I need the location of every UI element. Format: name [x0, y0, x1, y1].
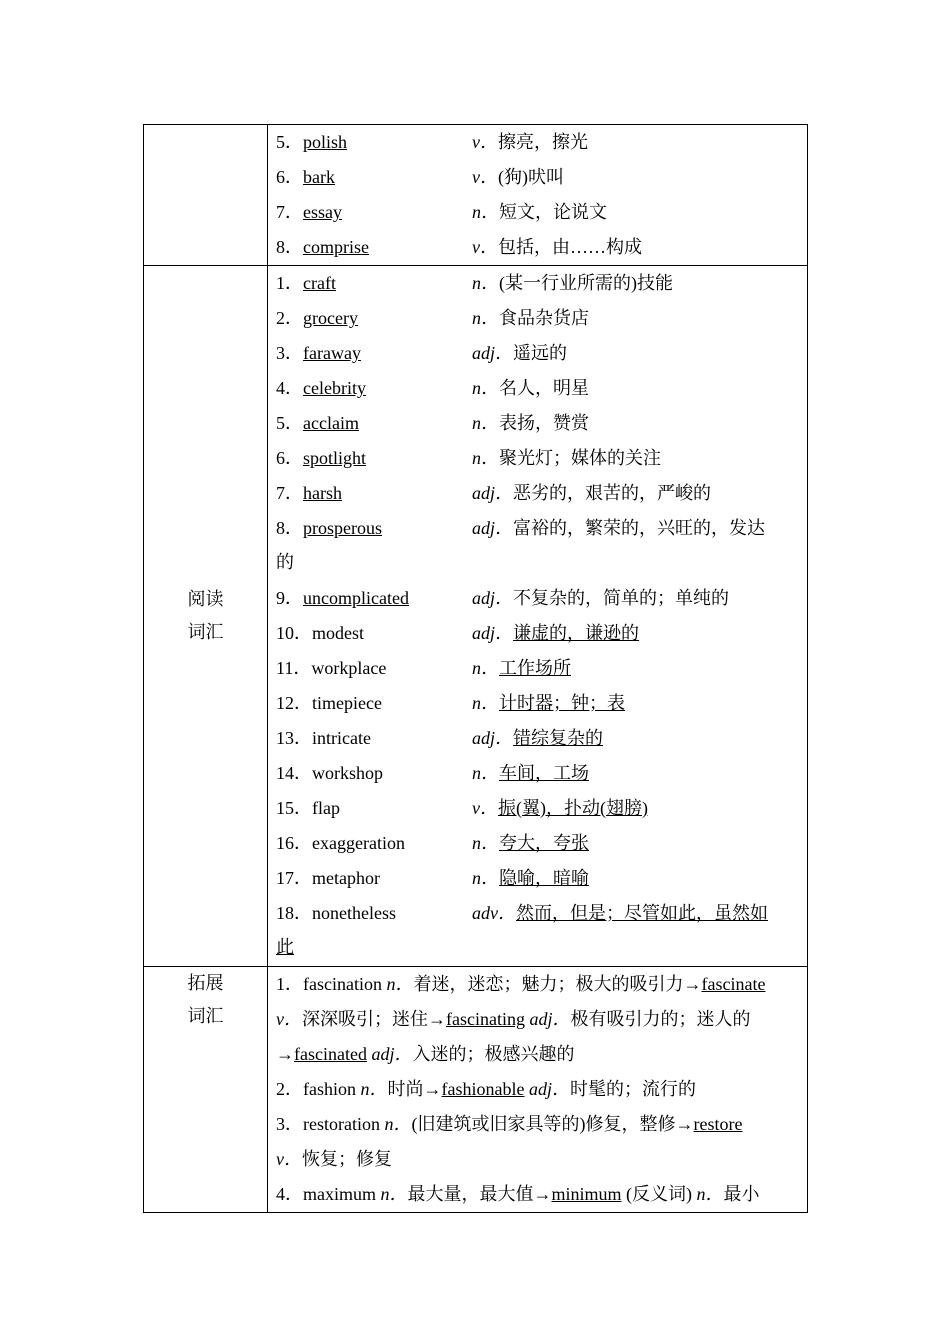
item-number: 4． [276, 378, 303, 398]
item-pos: v． [472, 167, 498, 187]
item-definition: 谦虚的，谦逊的 [513, 623, 640, 643]
item-pos: n． [472, 658, 499, 678]
item-number: 8． [276, 518, 303, 538]
item-word: timepiece [312, 693, 382, 713]
item-number: 3． [276, 1114, 303, 1134]
item-definition: 极有吸引力的；迷人的 [570, 1009, 751, 1029]
list-item [276, 791, 807, 826]
item-number: 12． [276, 693, 312, 713]
list-item [276, 406, 807, 441]
item-definition: 工作场所 [499, 658, 571, 678]
item-number: 1． [276, 974, 303, 994]
item-definition: 时髦的；流行的 [569, 1079, 696, 1099]
item-word: metaphor [312, 868, 380, 888]
item-pos: n． [472, 413, 499, 433]
item-definition: 入迷的；极感兴趣的 [412, 1044, 575, 1064]
item-definition: 短文，论说文 [499, 202, 607, 222]
item-derived-word: restore [693, 1114, 743, 1134]
list-item [276, 861, 807, 896]
item-number: 18． [276, 903, 312, 923]
item-word: spotlight [303, 448, 367, 468]
category-label-line2: 词汇 [187, 1006, 224, 1026]
item-definition: 恶劣的，艰苦的，严峻的 [513, 483, 712, 503]
item-word: intricate [312, 728, 371, 748]
item-pos: adj． [472, 588, 514, 608]
list-item [276, 826, 807, 861]
item-word: uncomplicated [303, 588, 409, 608]
item-number: 3． [276, 343, 303, 363]
section2-body [268, 266, 808, 967]
item-definition: 着迷，迷恋；魅力；极大的吸引力→ [413, 974, 702, 994]
list-item [276, 896, 807, 931]
item-definition: 不复杂的，简单的；单纯的 [513, 588, 730, 608]
item-word: acclaim [303, 413, 359, 433]
item-number: 10． [276, 623, 312, 643]
item-pos: n． [472, 273, 499, 293]
item-definition: 时尚→ [387, 1079, 442, 1099]
item-word: comprise [303, 237, 369, 257]
item-definition: 夸大，夸张 [499, 833, 589, 853]
section-row-reading [144, 266, 808, 967]
item-number: 5． [276, 132, 303, 152]
item-number: 6． [276, 448, 303, 468]
item-definition: 表扬，赞赏 [499, 413, 589, 433]
item-word: essay [303, 202, 342, 222]
category-cell-reading [144, 266, 268, 967]
item-number: 1． [276, 273, 303, 293]
item-derived-word: fascinate [701, 974, 766, 994]
item-definition: 振(翼)，扑动(翅膀) [498, 798, 648, 818]
item-pos: n． [472, 693, 499, 713]
item-pos: n． [472, 448, 499, 468]
item-definition-continued: 此 [276, 937, 294, 957]
list-item [276, 301, 807, 336]
list-item [276, 581, 807, 616]
item-pos: n． [472, 308, 499, 328]
extension-item-4 [276, 1177, 807, 1212]
item-word: flap [312, 798, 340, 818]
item-number: 7． [276, 202, 303, 222]
item-pos: adv． [472, 903, 516, 923]
extension-item-3-line1 [276, 1107, 807, 1142]
item-number: 15． [276, 798, 312, 818]
list-item [276, 511, 807, 546]
item-word: prosperous [303, 518, 382, 538]
item-definition: 擦亮，擦光 [498, 132, 588, 152]
list-item [276, 721, 807, 756]
item-definition: 车间，工场 [499, 763, 589, 783]
extension-item-1-line3 [276, 1037, 807, 1072]
list-item [276, 230, 807, 265]
item-pos: adj． [529, 1009, 571, 1029]
item-derived-word: fashionable [441, 1079, 525, 1099]
list-item [276, 756, 807, 791]
item-word: harsh [303, 483, 342, 503]
item-definition: 隐喻，暗喻 [499, 868, 589, 888]
item-number: 6． [276, 167, 303, 187]
item-pos: v． [276, 1009, 302, 1029]
category-label-line1: 阅读 [187, 589, 224, 609]
item-number: 13． [276, 728, 312, 748]
item-pos: n． [472, 833, 499, 853]
item-word: polish [303, 132, 348, 152]
item-definition: 然而，但是；尽管如此，虽然如 [516, 903, 768, 923]
item-pos: adj． [472, 483, 514, 503]
item-derived-word: fascinated [294, 1044, 367, 1064]
category-cell-extension [144, 967, 268, 1213]
item-pos: adj． [472, 623, 514, 643]
item-word: grocery [303, 308, 358, 328]
item-definition: (某一行业所需的)技能 [499, 273, 673, 293]
category-label-line2: 词汇 [187, 622, 224, 642]
item-definition: (狗)吠叫 [498, 167, 564, 187]
item-number: 17． [276, 868, 312, 888]
item-word: celebrity [303, 378, 366, 398]
item-word: restoration [303, 1114, 380, 1134]
item-pos: v． [472, 237, 498, 257]
item-definition: 错综复杂的 [513, 728, 604, 748]
list-item [276, 441, 807, 476]
arrow: → [276, 1044, 294, 1064]
category-label-line1: 拓展 [187, 973, 224, 993]
list-item [276, 651, 807, 686]
item-pos: adj． [472, 518, 514, 538]
list-item-continuation [276, 931, 807, 966]
list-item [276, 616, 807, 651]
item-word: craft [303, 273, 336, 293]
item-pos: n． [472, 202, 499, 222]
item-pos: n． [384, 1114, 412, 1134]
item-word: modest [312, 623, 364, 643]
item-definition: (旧建筑或旧家具等的)修复，整修→ [411, 1114, 694, 1134]
list-item [276, 160, 807, 195]
item-definition: 聚光灯；媒体的关注 [499, 448, 661, 468]
item-definition: 最小 [723, 1184, 760, 1204]
list-item [276, 266, 807, 301]
item-word: workshop [312, 763, 383, 783]
list-item [276, 195, 807, 230]
section-row-continued [144, 125, 808, 266]
section3-body [268, 967, 808, 1213]
extension-item-3-line2 [276, 1142, 807, 1177]
item-definition: 恢复；修复 [302, 1149, 392, 1169]
item-pos: adj． [472, 343, 514, 363]
item-pos: v． [276, 1149, 302, 1169]
item-word: exaggeration [312, 833, 405, 853]
item-pos: adj． [528, 1079, 570, 1099]
item-number: 11． [276, 658, 312, 678]
item-definition-continued: 的 [276, 552, 294, 572]
extension-item-1-line2 [276, 1002, 807, 1037]
vocabulary-table [143, 124, 808, 1213]
item-number: 16． [276, 833, 312, 853]
item-definition: 名人，明星 [499, 378, 589, 398]
item-number: 8． [276, 237, 303, 257]
item-number: 4． [276, 1184, 303, 1204]
item-pos: n． [386, 974, 414, 994]
item-word: fascination [303, 974, 382, 994]
item-number: 2． [276, 1079, 303, 1099]
item-word: fashion [303, 1079, 356, 1099]
item-number: 2． [276, 308, 303, 328]
item-pos: n． [696, 1184, 724, 1204]
section-row-extension [144, 967, 808, 1213]
item-pos: v． [472, 798, 498, 818]
item-definition: 计时器；钟；表 [499, 693, 625, 713]
item-pos: adj． [371, 1044, 413, 1064]
item-definition: 遥远的 [513, 343, 568, 363]
list-item-continuation [276, 546, 807, 581]
item-pos: n． [472, 378, 499, 398]
category-cell-empty [144, 125, 268, 266]
item-definition: 食品杂货店 [499, 308, 589, 328]
item-word: nonetheless [312, 903, 396, 923]
item-note: (反义词) [626, 1184, 693, 1204]
item-definition: 包括，由……构成 [498, 237, 642, 257]
extension-item-2 [276, 1072, 807, 1107]
item-definition: 最大量，最大值→ [407, 1184, 552, 1204]
item-number: 7． [276, 483, 303, 503]
item-word: bark [303, 167, 335, 187]
list-item [276, 686, 807, 721]
item-number: 9． [276, 588, 303, 608]
section1-body [268, 125, 808, 266]
list-item [276, 336, 807, 371]
item-pos: n． [360, 1079, 388, 1099]
list-item [276, 125, 807, 160]
extension-item-1-line1 [276, 967, 807, 1002]
item-pos: n． [472, 763, 499, 783]
item-pos: n． [472, 868, 499, 888]
item-definition: 深深吸引；迷住→ [302, 1009, 446, 1029]
item-word: maximum [303, 1184, 376, 1204]
item-word: workplace [311, 658, 387, 678]
list-item [276, 371, 807, 406]
item-number: 14． [276, 763, 312, 783]
item-number: 5． [276, 413, 303, 433]
item-derived-word: minimum [551, 1184, 622, 1204]
item-word: faraway [303, 343, 361, 363]
item-pos: n． [380, 1184, 408, 1204]
item-pos: adj． [472, 728, 514, 748]
list-item [276, 476, 807, 511]
item-derived-word: fascinating [446, 1009, 525, 1029]
item-definition: 富裕的，繁荣的，兴旺的，发达 [513, 518, 766, 538]
item-pos: v． [472, 132, 498, 152]
